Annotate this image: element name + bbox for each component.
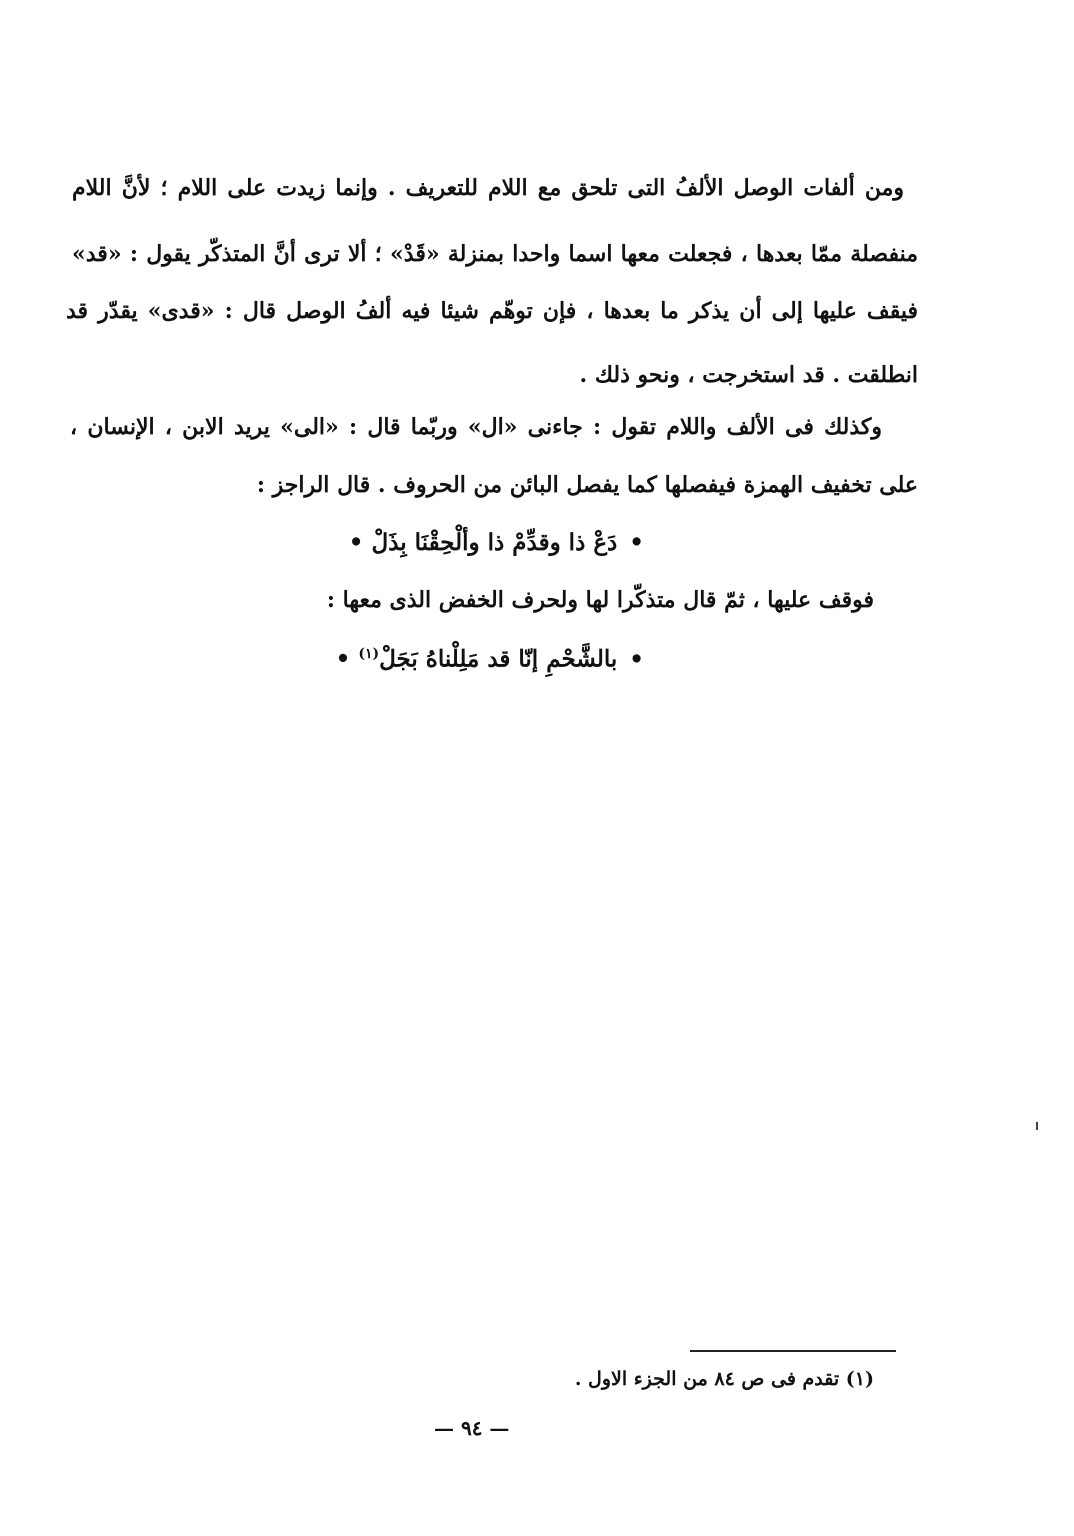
footnote-separator — [690, 1350, 896, 1352]
paragraph-2-line-2: على تخفيف الهمزة فيفصلها كما يفصل البائن من الحروف . قال الراجز : — [256, 472, 918, 498]
verse-1 — [349, 527, 644, 559]
paragraph-3-line-1: فوقف عليها ، ثمّ قال متذكّرا لها ولحرف الخفض الذى معها : — [326, 587, 874, 613]
paragraph-1-line-2: منفصلة ممّا بعدها ، فجعلت معها اسما واحدا بمنزلة «قَدْ» ؛ ألا ترى أنَّ المتذكّر يقول : «قد» — [72, 241, 918, 267]
verse-1-text: دَعْ ذا وقدِّمْ ذا وألْحِقْنَا بِذَلْ • — [348, 529, 618, 556]
verse-2-footnote-ref: (١) — [358, 646, 380, 662]
paragraph-1-line-4: انطلقت . قد استخرجت ، ونحو ذلك . — [579, 362, 918, 388]
verse-2-end: • — [335, 645, 359, 673]
verse-1-bullet: • — [629, 529, 644, 556]
paragraph-1-line-3: فيقف عليها إلى أن يذكر ما بعدها ، فإن توهّم شيئا فيه ألفُ الوصل قال : «قدى» يقدّر قد — [66, 298, 918, 324]
verse-2-bullet: • — [629, 645, 644, 673]
paragraph-2-line-1: وكذلك فى الألف واللام تقول : جاءنى «ال» وربّما قال : «الى» يريد الابن ، الإنسان ، — [70, 414, 882, 440]
paragraph-1-line-1: ومن ألفات الوصل الألفُ التى تلحق مع اللام للتعريف . وإنما زيدت على اللام ؛ لأنَّ اللام — [72, 175, 904, 201]
verse-2-text: بالشَّحْمِ إنّا قد مَلِلْناهُ بَجَلْ — [379, 645, 618, 673]
verse-2 — [336, 638, 644, 676]
page-number: — ٩٤ — — [434, 1416, 510, 1440]
scan-mark — [1036, 1122, 1038, 1130]
footnote: (١) تقدم فى ص ٨٤ من الجزء الاول . — [574, 1368, 874, 1390]
